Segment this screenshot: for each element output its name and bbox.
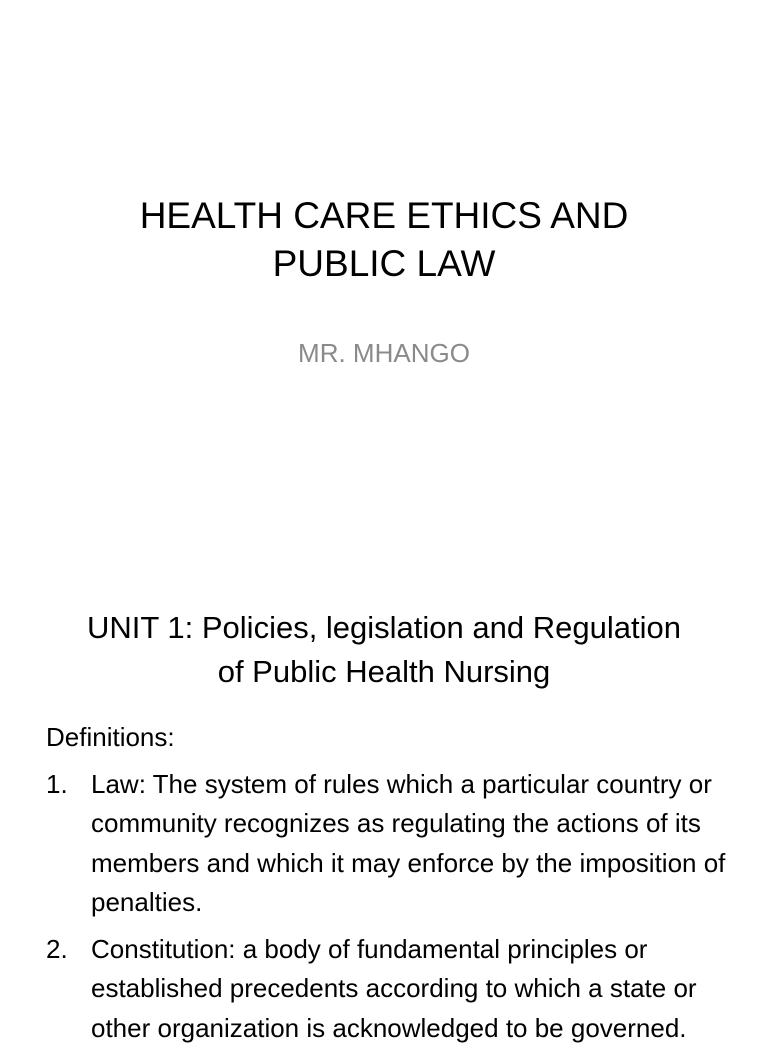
- definitions-label: Definitions:: [46, 722, 175, 752]
- slide-subtitle-author: MR. MHANGO: [298, 338, 470, 368]
- list-number: 2.: [46, 933, 68, 964]
- slide-body: [46, 718, 736, 1055]
- definition-item-law: [46, 765, 736, 923]
- slide-title: [60, 192, 708, 288]
- content-slide: [0, 576, 768, 1043]
- unit-heading: [40, 606, 728, 694]
- definition-item-constitution: [46, 930, 736, 1049]
- unit-heading-line-2: of Public Health Nursing: [217, 654, 551, 689]
- definition-text: Law: The system of rules which a particular country or community recognizes as regulating the actions of its members and which it may enforce by the imposition of penalties.: [91, 768, 726, 917]
- definitions-list: [46, 765, 736, 1049]
- unit-heading-line-1: UNIT 1: Policies, legislation and Regulation: [87, 610, 681, 645]
- slide-title-line-2: PUBLIC LAW: [272, 243, 496, 284]
- list-number: 1.: [46, 768, 68, 799]
- definition-text: Constitution: a body of fundamental principles or established precedents according to which a state or other organization is acknowledged to be governed.: [91, 933, 697, 1043]
- slide-title-line-1: HEALTH CARE ETHICS AND: [139, 195, 629, 236]
